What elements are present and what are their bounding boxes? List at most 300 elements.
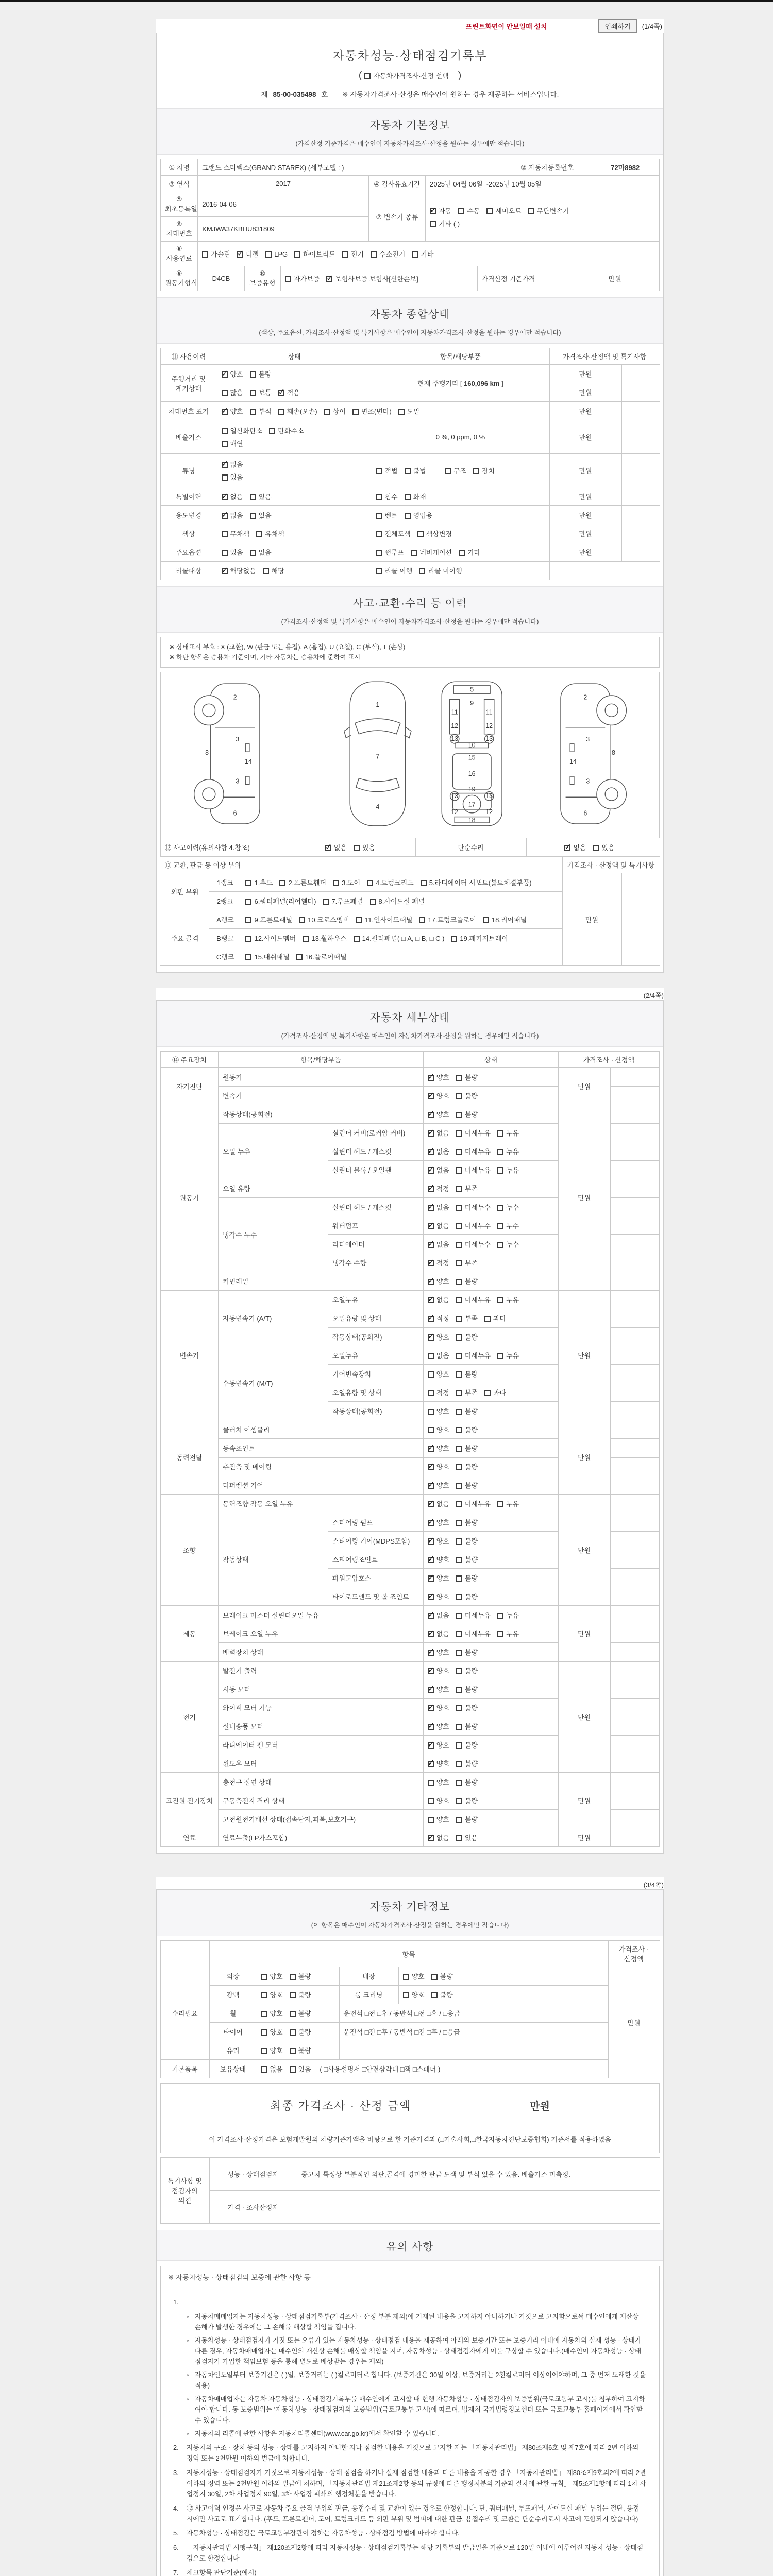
option: [278, 387, 300, 397]
option-label: 있음: [230, 549, 243, 556]
checkbox[interactable]: [222, 390, 228, 396]
checkbox[interactable]: [428, 1631, 434, 1637]
table-row: [160, 2023, 660, 2041]
checkbox[interactable]: [428, 1279, 434, 1285]
checkbox[interactable]: [333, 880, 339, 886]
option: [428, 1425, 449, 1434]
option: [269, 426, 304, 435]
checkbox[interactable]: [428, 1205, 434, 1211]
checkbox[interactable]: [245, 954, 251, 960]
option: [222, 492, 243, 501]
cell: [372, 524, 549, 543]
checkbox[interactable]: [428, 1446, 434, 1452]
note-number: 4.: [173, 2504, 179, 2513]
table-row: [161, 1662, 660, 1680]
option: [456, 1387, 478, 1397]
checkbox[interactable]: [456, 1835, 462, 1841]
checkbox[interactable]: [256, 531, 262, 537]
svg-text:11: 11: [451, 708, 458, 716]
page-2: [156, 1000, 664, 1854]
checkbox[interactable]: [367, 880, 373, 886]
cell: [610, 1142, 659, 1161]
checkbox[interactable]: [431, 1974, 438, 1980]
cell: 만원: [558, 1606, 610, 1662]
checkbox[interactable]: [431, 1992, 438, 1998]
checkbox[interactable]: [299, 917, 305, 923]
option-label: 양호: [436, 1778, 449, 1786]
option-label: 기타 ( ): [439, 219, 460, 228]
checkbox[interactable]: [428, 1409, 434, 1415]
cell: 만원: [558, 1291, 610, 1420]
svg-text:13: 13: [485, 735, 493, 743]
checkbox[interactable]: [364, 73, 371, 79]
checkbox[interactable]: [456, 1279, 462, 1285]
option: [428, 1517, 449, 1527]
checkbox[interactable]: [428, 1835, 434, 1841]
option: [456, 1239, 491, 1249]
checkbox[interactable]: [456, 1631, 462, 1637]
checkbox[interactable]: [294, 251, 300, 258]
checkbox[interactable]: [428, 1705, 434, 1711]
checkbox[interactable]: [428, 1112, 434, 1118]
checkbox[interactable]: [456, 1409, 462, 1415]
option: [370, 896, 425, 906]
print-button[interactable]: 인쇄하기: [598, 19, 636, 33]
checkbox[interactable]: [428, 1557, 434, 1563]
option-label: 불량: [464, 1482, 478, 1489]
checkbox[interactable]: [250, 494, 256, 500]
checkbox[interactable]: [428, 1260, 434, 1266]
table-row: [160, 506, 660, 524]
checkbox[interactable]: [222, 568, 228, 574]
cell: 라디에이터 팬 모터: [219, 1736, 424, 1754]
checkbox[interactable]: [428, 1297, 434, 1303]
checkbox[interactable]: [456, 1483, 462, 1489]
checkbox[interactable]: [411, 550, 417, 556]
checkbox[interactable]: [456, 1724, 462, 1730]
checkbox[interactable]: [245, 917, 251, 923]
table-row: [160, 348, 660, 365]
checkbox[interactable]: [269, 428, 275, 434]
cell: 상태: [217, 348, 372, 365]
checkbox[interactable]: [456, 1687, 462, 1693]
cell: 만원: [558, 1773, 610, 1828]
option-label: 불량: [440, 1991, 453, 1999]
option: [261, 2008, 283, 2018]
checkbox[interactable]: [290, 2011, 296, 2017]
checkbox[interactable]: [356, 917, 362, 923]
option-label: 과다: [493, 1315, 507, 1323]
option: [456, 1202, 491, 1212]
checkbox[interactable]: [354, 936, 360, 942]
cell: 수동변속기 (M/T): [219, 1346, 328, 1420]
checkbox[interactable]: [458, 208, 464, 214]
cell: [610, 1402, 659, 1420]
checkbox[interactable]: [428, 1687, 434, 1693]
option-label: 없음: [230, 461, 243, 468]
checkbox[interactable]: [456, 1205, 462, 1211]
option-label: 색상변경: [426, 530, 452, 538]
checkbox[interactable]: [325, 845, 331, 851]
cell: KMJWA37KBHU831809: [198, 217, 368, 242]
checkbox[interactable]: [303, 936, 309, 942]
cell: [423, 1606, 558, 1624]
checkbox[interactable]: [456, 1371, 462, 1378]
checkbox[interactable]: [285, 276, 291, 282]
option-label: 12.사이드멤버: [254, 935, 296, 942]
checkbox[interactable]: [456, 1501, 462, 1507]
checkbox[interactable]: [250, 371, 256, 378]
checkbox[interactable]: [428, 1520, 434, 1526]
option: [290, 2064, 311, 2074]
checkbox[interactable]: [296, 954, 303, 960]
checkbox[interactable]: [484, 1390, 491, 1396]
checkbox[interactable]: [528, 208, 534, 214]
checkbox[interactable]: [237, 251, 243, 258]
checkbox[interactable]: [419, 917, 425, 923]
checkbox[interactable]: [290, 2029, 296, 2036]
cell: 만원: [549, 487, 621, 506]
checkbox[interactable]: [290, 2048, 296, 2054]
checkbox[interactable]: [376, 513, 382, 519]
checkbox[interactable]: [250, 513, 256, 519]
note-item: [173, 2543, 647, 2564]
checkbox[interactable]: [428, 1167, 434, 1174]
checkbox[interactable]: [428, 1130, 434, 1137]
checkbox[interactable]: [456, 1538, 462, 1545]
checkbox[interactable]: [456, 1446, 462, 1452]
checkbox[interactable]: [403, 1992, 409, 1998]
checkbox[interactable]: [456, 1093, 462, 1099]
checkbox[interactable]: [412, 251, 418, 258]
checkbox[interactable]: [323, 899, 329, 905]
checkbox[interactable]: [456, 1334, 462, 1341]
checkbox[interactable]: [428, 1390, 434, 1396]
checkbox[interactable]: [456, 1075, 462, 1081]
note-item: [173, 2568, 647, 2576]
checkbox[interactable]: [428, 1501, 434, 1507]
checkbox[interactable]: [261, 1992, 267, 1998]
cell: 고전원 전기장치: [161, 1773, 219, 1828]
checkbox[interactable]: [484, 1316, 491, 1322]
checkbox[interactable]: [456, 1817, 462, 1823]
checkbox[interactable]: [428, 1427, 434, 1433]
checkbox[interactable]: [261, 2048, 267, 2054]
checkbox[interactable]: [261, 2029, 267, 2036]
install-notice[interactable]: 프린트화면이 안보일때 설치: [465, 22, 547, 30]
cell: 가격산정 기준가격: [477, 266, 570, 291]
checkbox[interactable]: [456, 1780, 462, 1786]
option: [456, 1258, 478, 1267]
option: [497, 1295, 519, 1304]
cell: 실린더 헤드 / 개스킷: [328, 1198, 423, 1216]
checkbox[interactable]: [222, 513, 228, 519]
section-note: (색상, 주요옵션, 가격조사·산정액 및 특기사항은 매수인이 자동차가격조사·산정을 원하는 경우에만 적습니다): [259, 329, 561, 336]
checkbox[interactable]: [222, 474, 228, 481]
checkbox[interactable]: [263, 568, 269, 574]
cell: 주요옵션: [160, 543, 217, 562]
cell: 튜닝: [160, 454, 217, 487]
option-label: 수동: [467, 207, 480, 215]
checkbox[interactable]: [456, 1650, 462, 1656]
checkbox[interactable]: [428, 1093, 434, 1099]
checkbox[interactable]: [428, 1594, 434, 1600]
option-label: 부족: [464, 1259, 478, 1267]
checkbox[interactable]: [419, 568, 425, 574]
cell: 윈도우 모터: [219, 1754, 424, 1773]
cell: ② 자동차등록번호: [503, 159, 591, 176]
checkbox[interactable]: [428, 1575, 434, 1582]
cell: 구동축전지 격리 상태: [219, 1791, 424, 1810]
checkbox[interactable]: [456, 1464, 462, 1470]
checkbox[interactable]: [265, 251, 272, 258]
checkbox[interactable]: [456, 1242, 462, 1248]
svg-text:7: 7: [375, 753, 379, 760]
checkbox[interactable]: [456, 1130, 462, 1137]
checkbox[interactable]: [371, 251, 377, 258]
checkbox[interactable]: [376, 568, 382, 574]
checkbox[interactable]: [456, 1223, 462, 1229]
checkbox[interactable]: [497, 1242, 503, 1248]
checkbox[interactable]: [376, 531, 382, 537]
checkbox[interactable]: [245, 899, 251, 905]
cell: 연료누출(LP가스포함): [219, 1828, 424, 1847]
checkbox[interactable]: [222, 371, 228, 378]
option-label: 불량: [464, 1463, 478, 1471]
option-label: 없음: [436, 1222, 449, 1230]
checkbox[interactable]: [486, 208, 493, 214]
checkbox[interactable]: [428, 1371, 434, 1378]
checkbox[interactable]: [326, 276, 332, 282]
checkbox[interactable]: [428, 1242, 434, 1248]
checkbox[interactable]: [245, 880, 251, 886]
checkbox[interactable]: [222, 441, 228, 447]
option: [428, 1109, 449, 1119]
cell: 냉각수 수량: [328, 1253, 423, 1272]
cell: 외판 부위: [160, 873, 209, 910]
table-row: [161, 1828, 660, 1847]
checkbox[interactable]: [428, 1353, 434, 1359]
checkbox[interactable]: [428, 1464, 434, 1470]
checkbox[interactable]: [370, 899, 376, 905]
checkbox[interactable]: [428, 1538, 434, 1545]
option-label: 3.도어: [342, 879, 361, 887]
checkbox[interactable]: [324, 409, 330, 415]
option-label: 양호: [436, 1649, 449, 1656]
checkbox[interactable]: [222, 531, 228, 537]
checkbox[interactable]: [222, 462, 228, 468]
option: [324, 406, 346, 416]
cell: D4CB: [198, 266, 244, 291]
checkbox[interactable]: [456, 1167, 462, 1174]
checkbox[interactable]: [290, 1974, 296, 1980]
section-title: 자동차 종합상태: [369, 309, 450, 320]
option-label: 침수: [384, 493, 398, 501]
checkbox[interactable]: [250, 390, 256, 396]
checkbox[interactable]: [428, 1724, 434, 1730]
checkbox[interactable]: [428, 1817, 434, 1823]
cell: [610, 1773, 659, 1791]
checkbox[interactable]: [290, 1992, 296, 1998]
option-label: 있음: [258, 493, 272, 501]
checkbox[interactable]: [261, 1974, 267, 1980]
checkbox[interactable]: [456, 1427, 462, 1433]
checkbox[interactable]: [456, 1742, 462, 1749]
checkbox[interactable]: [376, 494, 382, 500]
option: [484, 1387, 506, 1397]
checkbox[interactable]: [456, 1613, 462, 1619]
checkbox[interactable]: [497, 1631, 503, 1637]
option-label: 2.프론트휀더: [288, 879, 327, 887]
checkbox[interactable]: [250, 409, 256, 415]
cell: [423, 1736, 558, 1754]
checkbox[interactable]: [456, 1575, 462, 1582]
checkbox[interactable]: [428, 1223, 434, 1229]
checkbox[interactable]: [405, 468, 411, 474]
checkbox[interactable]: [403, 1974, 409, 1980]
checkbox[interactable]: [376, 550, 382, 556]
checkbox[interactable]: [417, 531, 424, 537]
table-row: [161, 1291, 660, 1309]
checkbox[interactable]: [222, 428, 228, 434]
checkbox[interactable]: [497, 1297, 503, 1303]
checkbox[interactable]: [405, 494, 411, 500]
checkbox[interactable]: [398, 409, 405, 415]
checkbox[interactable]: [483, 917, 489, 923]
checkbox[interactable]: [428, 1186, 434, 1192]
checkbox[interactable]: [497, 1149, 503, 1155]
doc-no-prefix: 제: [261, 91, 268, 98]
checkbox[interactable]: [456, 1761, 462, 1767]
cell: [423, 1068, 558, 1087]
checkbox[interactable]: [428, 1334, 434, 1341]
cell: 제동: [161, 1606, 219, 1662]
checkbox[interactable]: [497, 1205, 503, 1211]
option-label: 1.후드: [254, 879, 273, 887]
checkbox[interactable]: [456, 1316, 462, 1322]
checkbox[interactable]: [456, 1705, 462, 1711]
cell: ⑤ 최초등록일: [161, 192, 198, 217]
checkbox[interactable]: [497, 1130, 503, 1137]
checkbox[interactable]: [456, 1112, 462, 1118]
checkbox[interactable]: [202, 251, 208, 258]
option: [419, 914, 476, 924]
option-label: 불량: [440, 1973, 453, 1980]
checkbox[interactable]: [473, 468, 479, 474]
option: [237, 249, 259, 259]
checkbox[interactable]: [376, 468, 382, 474]
cell: 스티어링조인트: [328, 1550, 423, 1569]
checkbox[interactable]: [261, 2011, 267, 2017]
checkbox[interactable]: [456, 1390, 462, 1396]
checkbox[interactable]: [250, 550, 256, 556]
checkbox[interactable]: [428, 1798, 434, 1804]
checkbox[interactable]: [456, 1353, 462, 1359]
checkbox[interactable]: [456, 1186, 462, 1192]
overall-state-table: [157, 348, 663, 580]
checkbox[interactable]: [459, 550, 465, 556]
cell: 고전원전기배선 상태(접속단자,피복,보호기구): [219, 1810, 424, 1828]
checkbox[interactable]: [456, 1520, 462, 1526]
cell: ⑧ 사용연료: [161, 242, 198, 266]
cell: 가격조사 · 산정액 및 특기사항: [562, 857, 660, 873]
checkbox[interactable]: [456, 1297, 462, 1303]
checkbox[interactable]: [428, 1075, 434, 1081]
checkbox[interactable]: [222, 550, 228, 556]
checkbox[interactable]: [428, 1742, 434, 1749]
checkbox[interactable]: [497, 1501, 503, 1507]
checkbox[interactable]: [564, 845, 570, 851]
checkbox[interactable]: [497, 1613, 503, 1619]
option-label: 있음: [298, 2065, 311, 2073]
cell: [610, 1383, 659, 1402]
checkbox[interactable]: [456, 1798, 462, 1804]
checkbox[interactable]: [456, 1260, 462, 1266]
option: [483, 914, 527, 924]
cell: 가격조사·산정액 및 특기사항: [549, 348, 660, 365]
option: [428, 1629, 449, 1638]
checkbox[interactable]: [428, 1761, 434, 1767]
checkbox[interactable]: [456, 1594, 462, 1600]
checkbox[interactable]: [497, 1223, 503, 1229]
checkbox[interactable]: [593, 845, 599, 851]
option-label: 누유: [506, 1352, 519, 1360]
cell: 실린더 커버(로커암 커버): [328, 1124, 423, 1142]
checkbox[interactable]: [222, 494, 228, 500]
checkbox[interactable]: [421, 880, 427, 886]
checkbox[interactable]: [430, 221, 436, 227]
checkbox[interactable]: [354, 845, 360, 851]
page-1: [156, 33, 664, 973]
checkbox[interactable]: [428, 1483, 434, 1489]
page-3: [156, 1889, 664, 2576]
checkbox[interactable]: [261, 2066, 267, 2073]
checkbox[interactable]: [278, 390, 284, 396]
document-title: 자동차성능·상태점검기록부: [332, 49, 488, 62]
checkbox[interactable]: [290, 2066, 296, 2073]
checkbox[interactable]: [430, 208, 436, 214]
checkbox[interactable]: [352, 409, 359, 415]
checkbox[interactable]: [428, 1650, 434, 1656]
checkbox[interactable]: [451, 936, 457, 942]
checkbox[interactable]: [445, 468, 451, 474]
checkbox[interactable]: [428, 1316, 434, 1322]
cell: 오일누유: [328, 1346, 423, 1365]
checkbox[interactable]: [428, 1613, 434, 1619]
checkbox[interactable]: [405, 513, 411, 519]
checkbox[interactable]: [497, 1167, 503, 1174]
checkbox[interactable]: [456, 1149, 462, 1155]
checkbox[interactable]: [456, 1668, 462, 1674]
checkbox[interactable]: [497, 1353, 503, 1359]
option: [428, 1369, 449, 1379]
checkbox[interactable]: [428, 1780, 434, 1786]
checkbox[interactable]: [428, 1668, 434, 1674]
checkbox[interactable]: [278, 409, 284, 415]
checkbox[interactable]: [342, 251, 348, 258]
option-label: 보험사보증 보험사[신한손보]: [335, 275, 418, 283]
option: [428, 1406, 449, 1416]
checkbox[interactable]: [279, 880, 285, 886]
option: [445, 466, 466, 476]
checkbox[interactable]: [456, 1557, 462, 1563]
checkbox[interactable]: [222, 409, 228, 415]
option: [456, 1629, 491, 1638]
checkbox[interactable]: [428, 1149, 434, 1155]
option-label: 미세누수: [464, 1241, 491, 1248]
option-label: 없음: [436, 1612, 449, 1619]
checkbox[interactable]: [245, 936, 251, 942]
